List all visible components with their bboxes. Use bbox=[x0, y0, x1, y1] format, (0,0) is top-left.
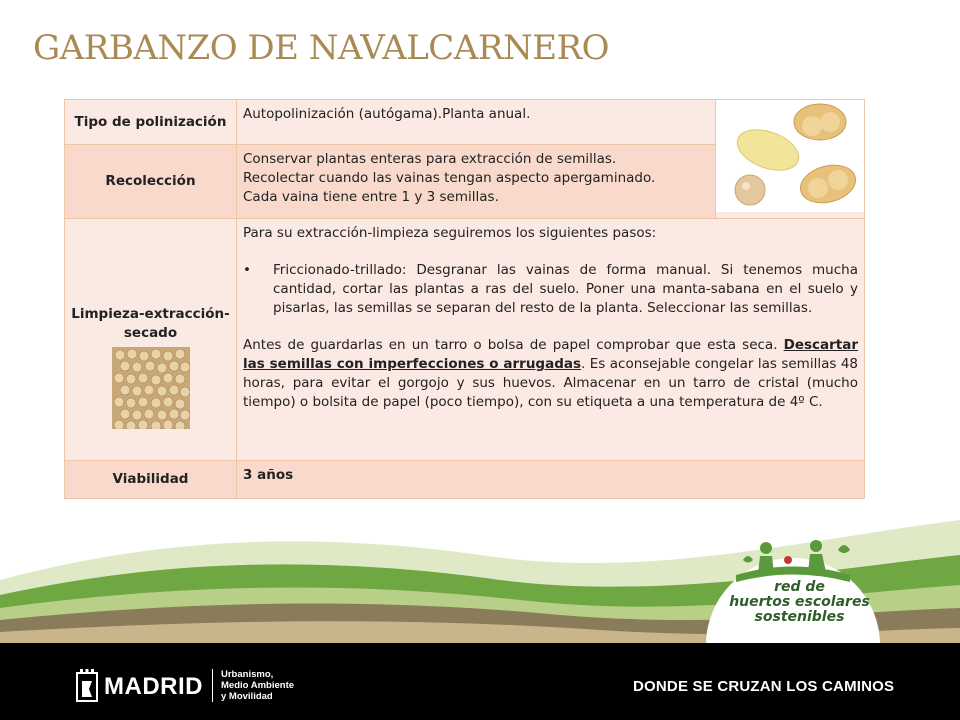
row-value-viabilidad: 3 años bbox=[237, 461, 865, 499]
row-label-viabilidad: Viabilidad bbox=[65, 461, 237, 499]
chickpea-pods-image bbox=[716, 100, 865, 219]
page-title: GARBANZO DE NAVALCARNERO bbox=[33, 28, 609, 68]
footer-divider bbox=[212, 669, 213, 702]
row-value-limpieza: Para su extracción-limpieza seguiremos los siguientes pasos: • Friccionado-trillado: Desgranar las vainas de forma manual. Si tenemos mucha cantidad, cortar las plantas a ras del suelo. Poner una manta-sabana en el suelo y pisarlas, las semillas se separan del resto de la planta. Seleccionar las semillas. Antes de guardarlas en un tarro o bolsa de papel comprobar que esta seca. Descartar las semillas con imperfecciones o arrugadas. Es aconsejable congelar las semillas 48 horas, para evitar el gorgojo y sus huevos. Almacenar en un tarro de cristal (mucho tiempo) o bolsita de papel (poco tiempo), con su etiqueta a una temperatura de 4º C. bbox=[237, 219, 865, 461]
table-row bbox=[65, 461, 865, 499]
storage-paragraph: Antes de guardarlas en un tarro o bolsa de papel comprobar que esta seca. Descartar las semillas con imperfecciones o arrugadas. Es aconsejable congelar las semillas 48 horas, para evitar el gorgojo y sus huevos. Almacenar en un tarro de cristal (mucho tiempo) o bolsita de papel (poco tiempo), con su etiqueta a una temperatura de 4º C. bbox=[243, 337, 858, 410]
row-label-polinizacion: Tipo de polinización bbox=[65, 100, 237, 145]
row-label-recoleccion: Recolección bbox=[65, 145, 237, 219]
bullet-marker: • bbox=[243, 262, 251, 278]
chickpea-pods-illustration bbox=[716, 100, 864, 212]
chickpea-seeds-image bbox=[112, 347, 190, 429]
row-value-recoleccion: Conservar plantas enteras para extracción de semillas. Recolectar cuando las vainas tengan aspecto apergaminado. Cada vaina tiene entre 1 y 3 semillas. bbox=[237, 145, 716, 219]
red-huertos-logo-text: red de huertos escolares sostenibles bbox=[729, 579, 870, 625]
list-item: • Friccionado-trillado: Desgranar las vainas de forma manual. Si tenemos mucha cantidad, cortar las plantas a ras del suelo. Poner una manta-sabana en el suelo y pisarlas, las semillas se separan del resto de la planta. Seleccionar las semillas. bbox=[243, 262, 858, 316]
table-row bbox=[65, 100, 865, 145]
madrid-logo-text: MADRID bbox=[104, 673, 203, 700]
table-row bbox=[65, 219, 865, 461]
row-value-polinizacion: Autopolinización (autógama).Planta anual. bbox=[237, 100, 716, 145]
row-label-limpieza: Limpieza-extracción-secado bbox=[65, 219, 237, 461]
footer-tagline: DONDE SE CRUZAN LOS CAMINOS bbox=[633, 678, 895, 695]
department-name: Urbanismo, Medio Ambiente y Movilidad bbox=[221, 669, 295, 702]
seed-info-table bbox=[64, 99, 865, 499]
madrid-crest-icon bbox=[76, 669, 98, 702]
